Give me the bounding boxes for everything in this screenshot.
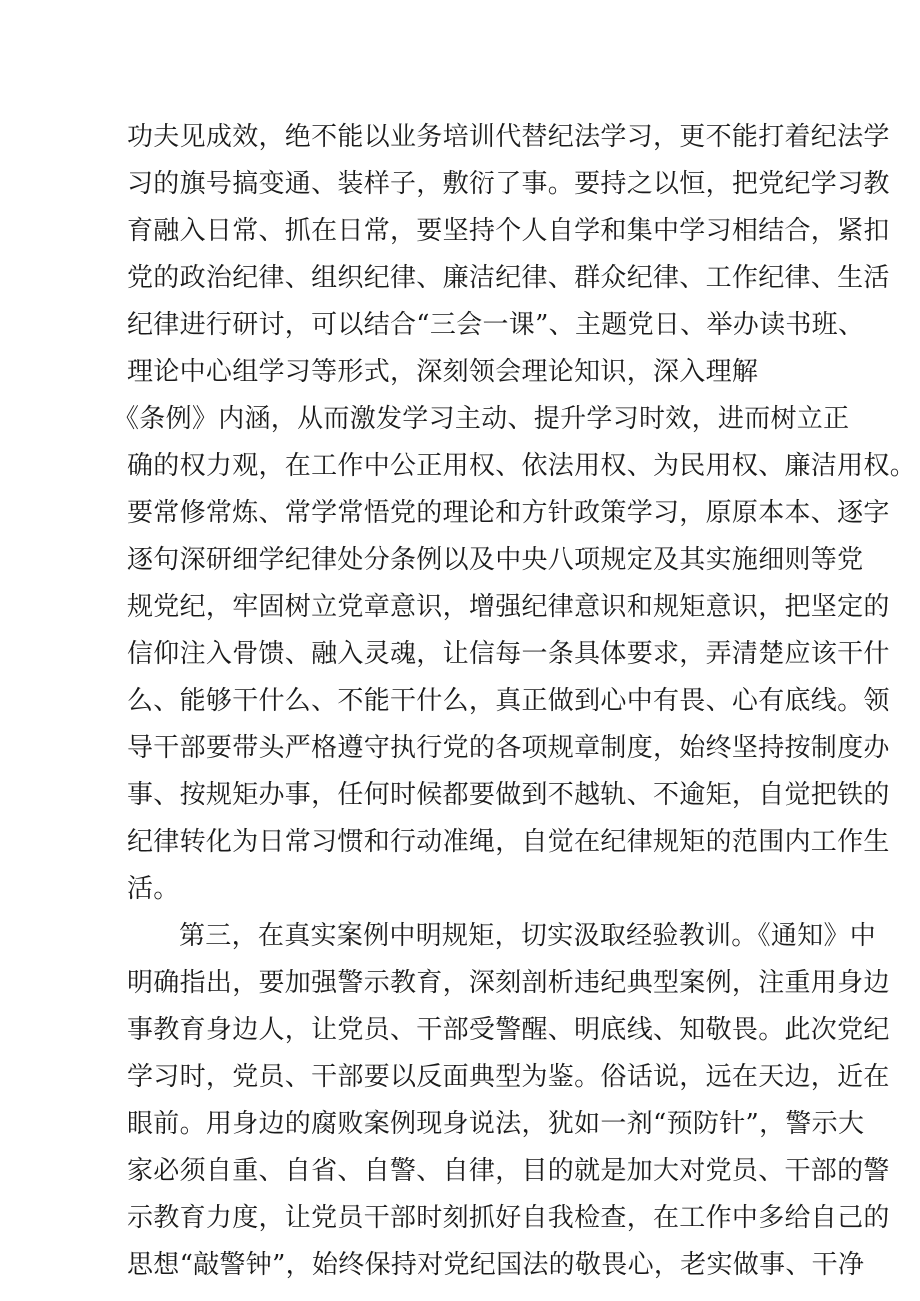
text-line: 纪律进行研讨，可以结合“三会一课”、主题党日、举办读书班、 (127, 310, 865, 340)
text-line: 眼前。用身边的腐败案例现身说法，犹如一剂“预防针”，警示大 (127, 1109, 865, 1139)
text-line: 学习时，党员、干部要以反面典型为鉴。俗话说，远在天边，近在 (127, 1062, 890, 1092)
text-line: 要常修常炼、常学常悟党的理论和方针政策学习，原原本本、逐字 (127, 498, 890, 528)
text-line: 事、按规矩办事，任何时候都要做到不越轨、不逾矩，自觉把铁的 (127, 780, 890, 810)
text-line: 规党纪，牢固树立党章意识，增强纪律意识和规矩意识，把坚定的 (127, 592, 890, 622)
text-line: 信仰注入骨馈、融入灵魂，让信每一条具体要求，弄清楚应该干什 (127, 639, 890, 669)
paragraph-start-line: 第三，在真实案例中明规矩，切实汲取经验教训。《通知》中 (179, 921, 877, 951)
text-line: 逐句深研细学纪律处分条例以及中央八项规定及其实施细则等党 (127, 545, 864, 575)
text-line: 家必须自重、自省、自警、自律，目的就是加大对党员、干部的警 (127, 1156, 890, 1186)
text-line: 活。 (127, 874, 180, 904)
text-line: 思想“敲警钟”，始终保持对党纪国法的敬畏心，老实做事、干净 (127, 1250, 865, 1280)
text-line: 示教育力度，让党员干部时刻抓好自我检查，在工作中多给自己的 (127, 1203, 890, 1233)
text-line: 理论中心组学习等形式，深刻领会理论知识，深入理解 (127, 357, 759, 387)
text-line: 明确指出，要加强警示教育，深刻剖析违纪典型案例，注重用身边 (127, 968, 890, 998)
text-line: 纪律转化为日常习惯和行动准绳，自觉在纪律规矩的范围内工作生 (127, 827, 890, 857)
text-line: 确的权力观，在工作中公正用权、依法用权、为民用权、廉洁用权。 (127, 451, 917, 481)
text-line: 育融入日常、抓在日常，要坚持个人自学和集中学习相结合，紧扣 (127, 216, 890, 246)
text-line: 导干部要带头严格遵守执行党的各项规章制度，始终坚持按制度办 (127, 733, 890, 763)
text-line: 么、能够干什么、不能干什么，真正做到心中有畏、心有底线。领 (127, 686, 890, 716)
text-line: 习的旗号搞变通、装样子，敷衍了事。要持之以恒，把党纪学习教 (127, 169, 890, 199)
text-line: 功夫见成效，绝不能以业务培训代替纪法学习，更不能打着纪法学 (127, 122, 890, 152)
text-line: 《条例》内涵，从而激发学习主动、提升学习时效，进而树立正 (113, 404, 850, 434)
text-line: 事教育身边人，让党员、干部受警醒、明底线、知敬畏。此次党纪 (127, 1015, 890, 1045)
text-line: 党的政治纪律、组织纪律、廉洁纪律、群众纪律、工作纪律、生活 (127, 263, 890, 293)
